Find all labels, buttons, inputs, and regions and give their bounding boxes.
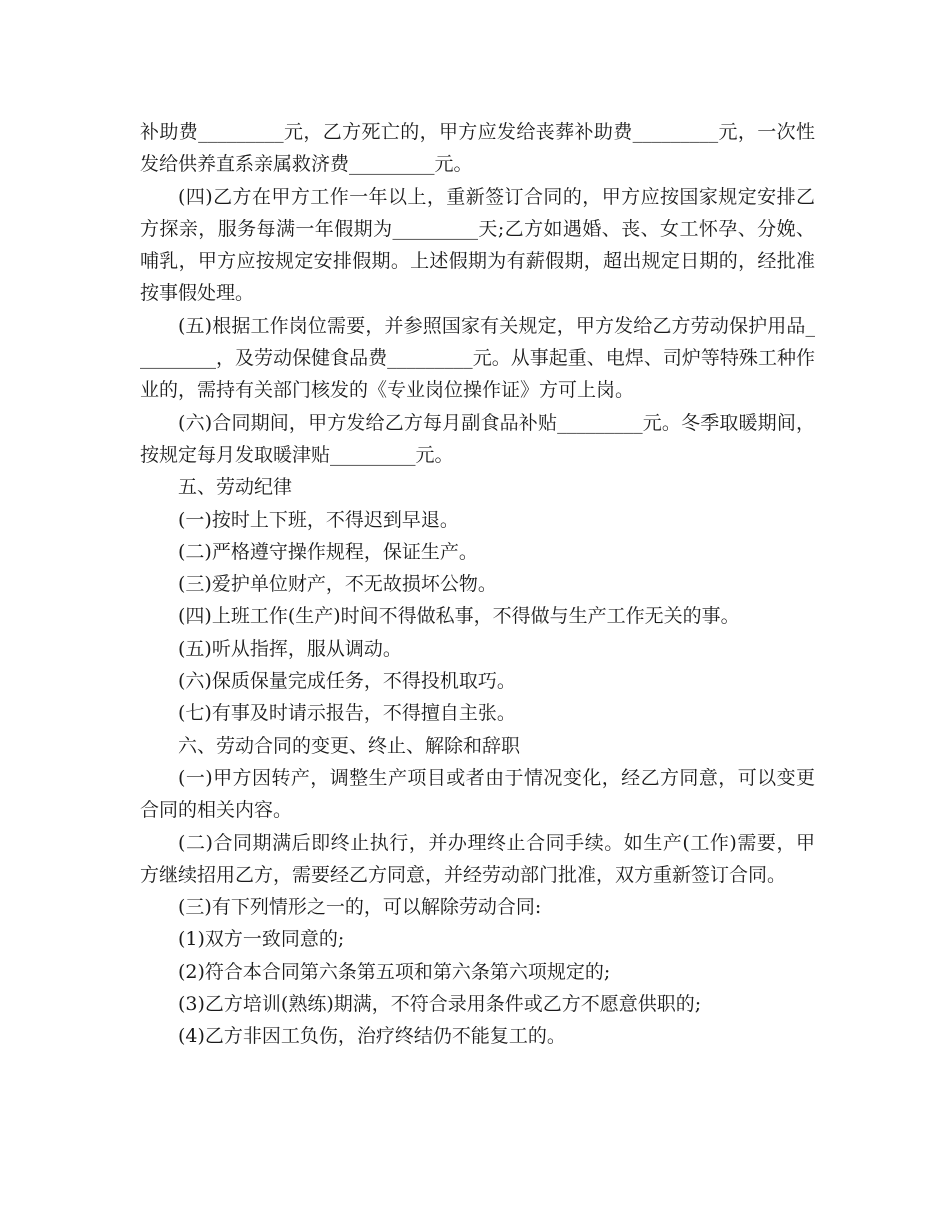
contract-change-item-2: (二)合同期满后即终止执行，并办理终止合同手续。如生产(工作)需要，甲方继续招用乙方，需要经乙方同意，并经劳动部门批准，双方重新签订合同。 <box>140 831 815 886</box>
discipline-item-7: (七)有事及时请示报告，不得擅自主张。 <box>178 702 516 725</box>
termination-condition-2: (2)符合本合同第六条第五项和第六条第六项规定的; <box>178 960 611 983</box>
paragraph-protective-supplies: (五)根据工作岗位需要，并参照国家有关规定，甲方发给乙方劳动保护用品_________，及劳动保健食品费_________元。从事起重、电焊、司炉等特殊工种作业的，需持有关部门核发的《专业岗位操作证》方可上岗。 <box>140 314 815 402</box>
contract-change-item-1: (一)甲方因转产，调整生产项目或者由于情况变化，经乙方同意，可以变更合同的相关内容。 <box>140 766 815 822</box>
section-heading-contract-changes: 六、劳动合同的变更、终止、解除和辞职 <box>178 734 521 757</box>
discipline-item-6: (六)保质保量完成任务，不得投机取巧。 <box>178 670 516 693</box>
section-heading-labor-discipline: 五、劳动纪律 <box>178 476 293 499</box>
discipline-item-1: (一)按时上下班，不得迟到早退。 <box>178 508 459 531</box>
document-body <box>140 116 815 1053</box>
discipline-item-2: (二)严格遵守操作规程，保证生产。 <box>178 540 478 563</box>
termination-condition-3: (3)乙方培训(熟练)期满，不符合录用条件或乙方不愿意供职的; <box>178 993 702 1016</box>
termination-condition-1: (1)双方一致同意的; <box>178 928 345 951</box>
discipline-item-3: (三)爱护单位财产，不无故损坏公物。 <box>178 573 497 596</box>
paragraph-home-leave: (四)乙方在甲方工作一年以上，重新签订合同的，甲方应按国家规定安排乙方探亲，服务每满一年假期为_________天;乙方如遇婚、丧、女工怀孕、分娩、哺乳，甲方应按规定安排假期。上述假期为有薪假期，超出规定日期的，经批准按事假处理。 <box>140 185 815 305</box>
paragraph-subsidy-continued: 补助费_________元，乙方死亡的，甲方应发给丧葬补助费_________元，一次性发给供养直系亲属救济费_________元。 <box>140 121 815 176</box>
contract-change-item-3: (三)有下列情形之一的，可以解除劳动合同: <box>178 896 542 919</box>
paragraph-food-heating-allowance: (六)合同期间，甲方发给乙方每月副食品补贴_________元。冬季取暖期间，按规定每月发取暖津贴_________元。 <box>140 411 815 466</box>
discipline-item-4: (四)上班工作(生产)时间不得做私事，不得做与生产工作无关的事。 <box>178 605 740 628</box>
discipline-item-5: (五)听从指挥，服从调动。 <box>178 637 402 660</box>
termination-condition-4: (4)乙方非因工负伤，治疗终结仍不能复工的。 <box>178 1025 566 1048</box>
